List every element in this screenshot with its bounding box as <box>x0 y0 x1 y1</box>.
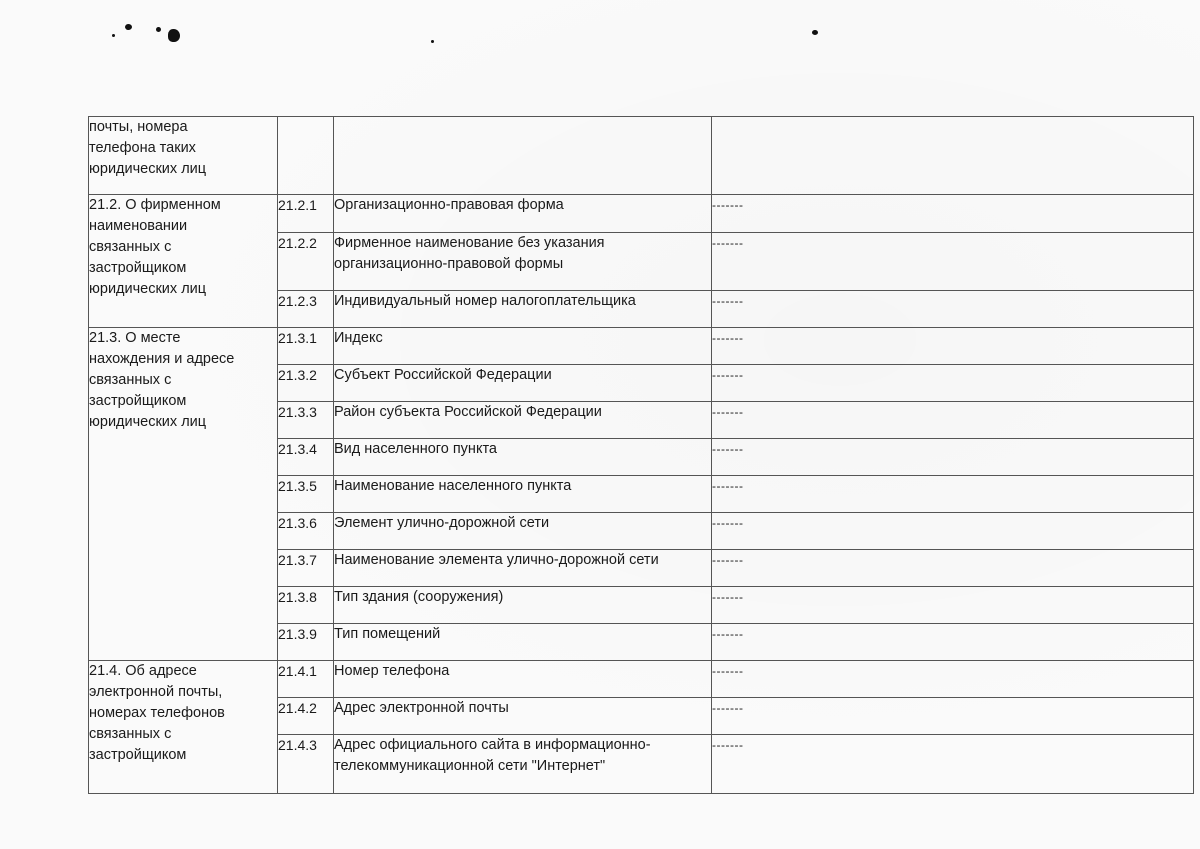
item-value: ------- <box>712 328 1194 365</box>
value-cell <box>712 117 1194 195</box>
item-value: ------- <box>712 735 1194 794</box>
item-name: Район субъекта Российской Федерации <box>334 402 712 439</box>
item-name: Наименование элемента улично-дорожной сети <box>334 550 712 587</box>
table-row <box>89 328 1194 365</box>
item-name: Наименование населенного пункта <box>334 476 712 513</box>
item-name: Субъект Российской Федерации <box>334 365 712 402</box>
item-value: ------- <box>712 698 1194 735</box>
item-value: ------- <box>712 513 1194 550</box>
code-cell <box>278 117 334 195</box>
scan-speck <box>812 30 818 35</box>
item-value: ------- <box>712 624 1194 661</box>
item-name: Тип помещений <box>334 624 712 661</box>
item-code: 21.3.6 <box>278 513 334 550</box>
item-value: ------- <box>712 587 1194 624</box>
scan-speck <box>431 40 434 43</box>
item-name: Тип здания (сооружения) <box>334 587 712 624</box>
section-label: почты, номера телефона таких юридических лиц <box>89 117 278 195</box>
item-name: Вид населенного пункта <box>334 439 712 476</box>
scan-speck <box>168 29 180 42</box>
item-name: Индекс <box>334 328 712 365</box>
item-code: 21.4.3 <box>278 735 334 794</box>
item-code: 21.4.2 <box>278 698 334 735</box>
item-name: Индивидуальный номер налогоплательщика <box>334 291 712 328</box>
item-code: 21.2.1 <box>278 195 334 233</box>
scan-speck <box>112 34 115 37</box>
item-code: 21.3.9 <box>278 624 334 661</box>
item-code: 21.2.2 <box>278 233 334 291</box>
item-value: ------- <box>712 402 1194 439</box>
item-name: Организационно-правовая форма <box>334 195 712 233</box>
item-value: ------- <box>712 476 1194 513</box>
item-value: ------- <box>712 661 1194 698</box>
item-name: Адрес официального сайта в информационно- телекоммуникационной сети "Интернет" <box>334 735 712 794</box>
item-name: Элемент улично-дорожной сети <box>334 513 712 550</box>
item-code: 21.3.5 <box>278 476 334 513</box>
item-name: Номер телефона <box>334 661 712 698</box>
scan-speck <box>156 27 161 32</box>
item-code: 21.3.4 <box>278 439 334 476</box>
item-code: 21.4.1 <box>278 661 334 698</box>
section-label: 21.3. О месте нахождения и адресе связанных с застройщиком юридических лиц <box>89 328 278 661</box>
item-code: 21.3.3 <box>278 402 334 439</box>
table-row <box>89 661 1194 698</box>
scan-speck <box>125 24 132 30</box>
item-value: ------- <box>712 365 1194 402</box>
section-label: 21.2. О фирменном наименовании связанных с застройщиком юридических лиц <box>89 195 278 328</box>
item-value: ------- <box>712 550 1194 587</box>
item-code: 21.3.7 <box>278 550 334 587</box>
item-value: ------- <box>712 233 1194 291</box>
item-code: 21.3.1 <box>278 328 334 365</box>
section-label: 21.4. Об адресе электронной почты, номерах телефонов связанных с застройщиком <box>89 661 278 794</box>
item-code: 21.3.8 <box>278 587 334 624</box>
table-row <box>89 195 1194 233</box>
item-code: 21.2.3 <box>278 291 334 328</box>
item-name: Адрес электронной почты <box>334 698 712 735</box>
registry-table <box>88 116 1194 794</box>
table-row <box>89 117 1194 195</box>
item-value: ------- <box>712 439 1194 476</box>
item-name: Фирменное наименование без указания организационно-правовой формы <box>334 233 712 291</box>
name-cell <box>334 117 712 195</box>
item-value: ------- <box>712 195 1194 233</box>
item-value: ------- <box>712 291 1194 328</box>
item-code: 21.3.2 <box>278 365 334 402</box>
